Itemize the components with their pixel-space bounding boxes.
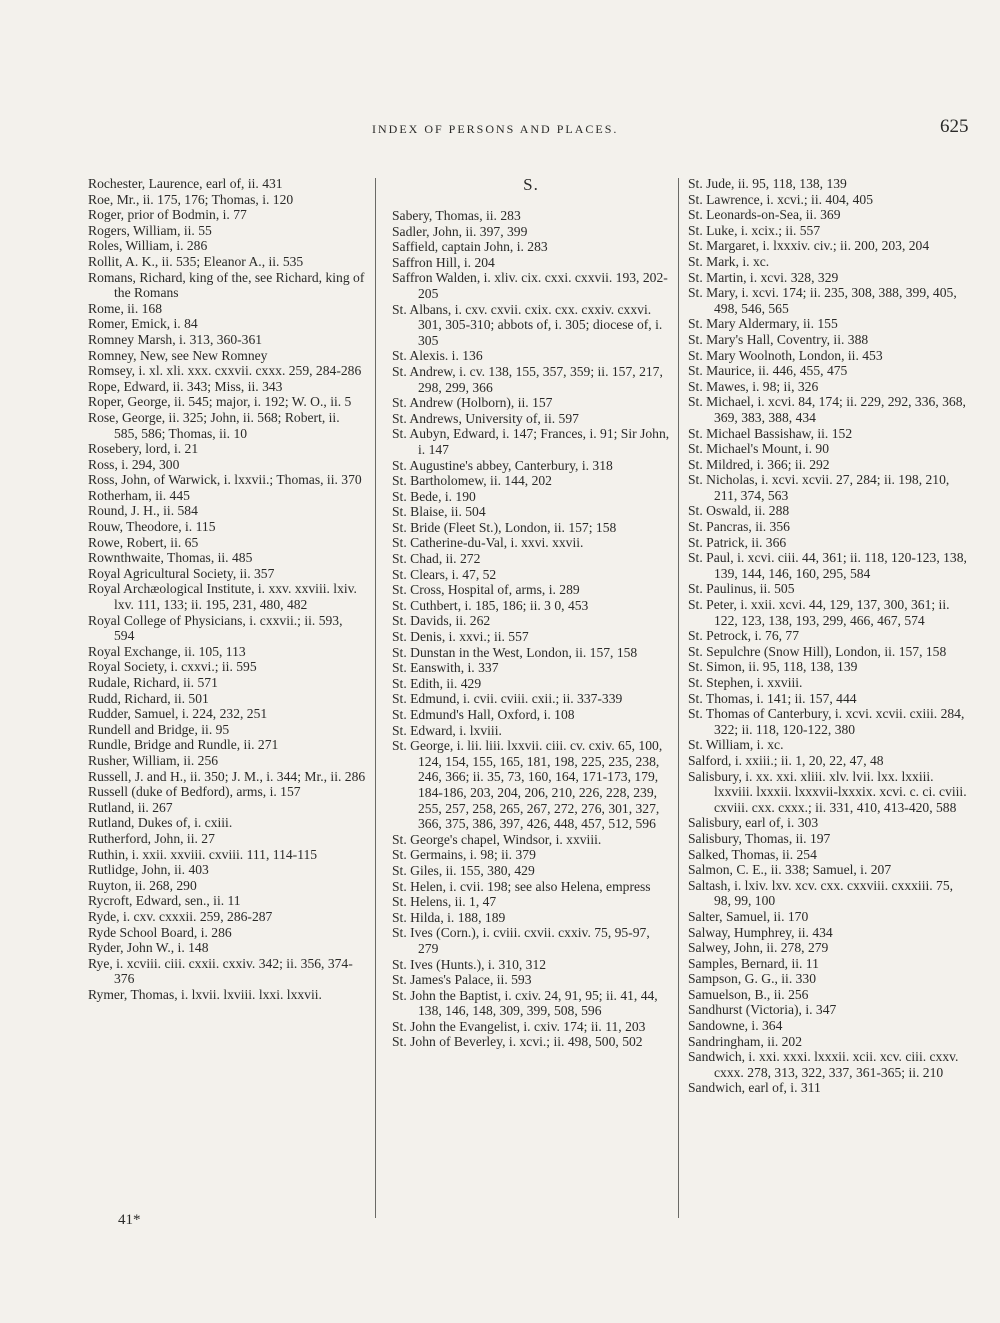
index-entry: St. Andrew, i. cv. 138, 155, 357, 359; ii. 157, 217, 298, 299, 366 [392, 363, 663, 395]
index-entry: Ryder, John W., i. 148 [88, 940, 209, 956]
index-entry: Rutland, ii. 267 [88, 799, 173, 815]
index-entry: St. Luke, i. xcix.; ii. 557 [688, 222, 821, 238]
index-column-3 [688, 176, 970, 1096]
index-entry: Salwey, John, ii. 278, 279 [688, 940, 829, 956]
index-entry: Rotherham, ii. 445 [88, 487, 190, 503]
index-entry: St. Edward, i. lxviii. [392, 722, 502, 738]
index-entry: Roger, prior of Bodmin, i. 77 [88, 207, 247, 223]
index-entry: St. Thomas, i. 141; ii. 157, 444 [688, 690, 857, 706]
signature-mark: 41* [118, 1212, 141, 1228]
index-entry: Rycroft, Edward, sen., ii. 11 [88, 893, 241, 909]
index-entry: Royal College of Physicians, i. cxxvii.; ii. 593, 594 [88, 612, 343, 644]
index-entry: Sandwich, earl of, i. 311 [688, 1080, 821, 1096]
index-entry: St. Petrock, i. 76, 77 [688, 628, 800, 644]
index-entry: St. George's chapel, Windsor, i. xxviii. [392, 831, 602, 847]
index-entry: St. Cross, Hospital of, arms, i. 289 [392, 582, 580, 598]
index-entry: St. Ives (Corn.), i. cviii. cxvii. cxxiv. 75, 95-97, 279 [392, 925, 650, 956]
index-entry: Rollit, A. K., ii. 535; Eleanor A., ii. 535 [88, 253, 304, 269]
index-entry: Samples, Bernard, ii. 11 [688, 955, 819, 971]
index-entry: St. Martin, i. xcvi. 328, 329 [688, 269, 839, 285]
index-entry: Salter, Samuel, ii. 170 [688, 908, 809, 924]
index-entry: Salmon, C. E., ii. 338; Samuel, i. 207 [688, 862, 892, 878]
index-entry: St. Catherine-du-Val, i. xxvi. xxvii. [392, 535, 584, 551]
index-column-1 [88, 176, 366, 1002]
page-header [0, 116, 1000, 144]
index-entry: St. Augustine's abbey, Canterbury, i. 318 [392, 457, 613, 473]
index-entry: Saffron Hill, i. 204 [392, 254, 495, 270]
index-entry: Rundell and Bridge, ii. 95 [88, 721, 230, 737]
index-entry: St. Edmund's Hall, Oxford, i. 108 [392, 707, 575, 722]
index-entry: Sampson, G. G., ii. 330 [688, 971, 817, 987]
index-entry: St. Eanswith, i. 337 [392, 660, 499, 676]
index-entry: Rosebery, lord, i. 21 [88, 441, 199, 457]
index-entry: St. Blaise, ii. 504 [392, 504, 486, 520]
index-entry: St. John the Evangelist, i. cxiv. 174; ii. 11, 203 [392, 1018, 646, 1034]
index-entry: St. Clears, i. 47, 52 [392, 566, 497, 582]
index-column-2 [392, 176, 670, 1050]
index-entry: Round, J. H., ii. 584 [88, 503, 198, 519]
index-entry: Salisbury, i. xx. xxi. xliii. xlv. lvii. lxx. lxxiii. lxxviii. lxxxii. lxxxvii-lxxxix. xcvi. c. ci. cviii. cxviii. cxx. cxxx.; ii. 331, 410, 413-420, 588 [688, 768, 967, 815]
index-entry: Rudd, Richard, ii. 501 [88, 690, 209, 706]
index-entry: Romans, Richard, king of the, see Richard, king of the Romans [88, 269, 365, 301]
index-entry: Royal Society, i. cxxvi.; ii. 595 [88, 659, 257, 675]
index-entry: Salisbury, earl of, i. 303 [688, 815, 819, 831]
index-entry: Ruyton, ii. 268, 290 [88, 877, 197, 893]
index-entry: St. Mildred, i. 366; ii. 292 [688, 456, 830, 472]
index-entry: St. Helens, ii. 1, 47 [392, 894, 497, 910]
index-entry: St. Jude, ii. 95, 118, 138, 139 [688, 176, 847, 191]
index-entry: Royal Exchange, ii. 105, 113 [88, 643, 246, 659]
index-entry: St. Mark, i. xc. [688, 253, 770, 269]
index-entry: St. Paul, i. xcvi. ciii. 44, 361; ii. 118, 120-123, 138, 139, 144, 146, 160, 295, 584 [688, 550, 967, 581]
index-entry: St. Michael Bassishaw, ii. 152 [688, 425, 853, 441]
index-entry: St. Aubyn, Edward, i. 147; Frances, i. 91; Sir John, i. 147 [392, 426, 670, 457]
index-entry: Rogers, William, ii. 55 [88, 222, 212, 238]
index-entry: Rownthwaite, Thomas, ii. 485 [88, 550, 253, 566]
index-entry: St. Germains, i. 98; ii. 379 [392, 847, 536, 863]
index-entry: Rutherford, John, ii. 27 [88, 830, 215, 846]
index-entry: Salked, Thomas, ii. 254 [688, 846, 817, 862]
index-entry: St. Chad, ii. 272 [392, 551, 481, 567]
index-entry: St. Andrew (Holborn), ii. 157 [392, 395, 553, 411]
index-entry: St. Oswald, ii. 288 [688, 503, 790, 519]
column-rule-left [375, 178, 376, 1218]
index-entry: St. Lawrence, i. xcvi.; ii. 404, 405 [688, 191, 873, 207]
index-entry: Salford, i. xxiii.; ii. 1, 20, 22, 47, 48 [688, 752, 884, 768]
index-entry: Sandhurst (Victoria), i. 347 [688, 1002, 837, 1018]
index-entry: St. Patrick, ii. 366 [688, 534, 787, 550]
index-entry: Russell (duke of Bedford), arms, i. 157 [88, 784, 301, 800]
index-entry: Sandwich, i. xxi. xxxi. lxxxii. xcii. xcv. ciii. cxxv. cxxx. 278, 313, 322, 337, 361-365; ii. 210 [688, 1049, 959, 1080]
index-entry: Royal Agricultural Society, ii. 357 [88, 565, 275, 581]
index-entry: St. Stephen, i. xxviii. [688, 675, 803, 690]
index-entry: Rye, i. xcviii. ciii. cxxii. cxxiv. 342; ii. 356, 374-376 [88, 955, 353, 987]
index-entry: St. Bede, i. 190 [392, 488, 476, 504]
index-entry: St. Davids, ii. 262 [392, 613, 491, 629]
index-entry: Rope, Edward, ii. 343; Miss, ii. 343 [88, 378, 283, 394]
index-entry: Saltash, i. lxiv. lxv. xcv. cxx. cxxviii. cxxxiii. 75, 98, 99, 100 [688, 877, 954, 909]
index-entry: St. Helen, i. cvii. 198; see also Helena, empress [392, 878, 651, 894]
index-entry: Salway, Humphrey, ii. 434 [688, 924, 833, 940]
index-entry: St. William, i. xc. [688, 737, 784, 753]
index-entry: Saffield, captain John, i. 283 [392, 239, 548, 255]
index-entry: Ruthin, i. xxii. xxviii. cxviii. 111, 114-115 [88, 846, 318, 862]
index-entry: St. Michael's Mount, i. 90 [688, 441, 830, 457]
index-entry: St. Denis, i. xxvi.; ii. 557 [392, 629, 529, 645]
index-entry: St. Andrews, University of, ii. 597 [392, 410, 579, 426]
index-entry: Ryde School Board, i. 286 [88, 924, 232, 940]
index-entry: Rudale, Richard, ii. 571 [88, 675, 218, 690]
index-entry: St. James's Palace, ii. 593 [392, 972, 532, 988]
index-entry: St. Ives (Hunts.), i. 310, 312 [392, 956, 547, 972]
index-entry: St. Mary, i. xcvi. 174; ii. 235, 308, 388, 399, 405, 498, 546, 565 [688, 285, 957, 316]
index-entry: St. Cuthbert, i. 185, 186; ii. 3 0, 453 [392, 597, 589, 613]
index-entry: Sabery, Thomas, ii. 283 [392, 208, 521, 223]
index-entry: St. Simon, ii. 95, 118, 138, 139 [688, 659, 858, 675]
index-entry: Romney, New, see New Romney [88, 347, 268, 363]
index-entry: St. John the Baptist, i. cxiv. 24, 91, 95; ii. 41, 44, 138, 146, 148, 309, 399, 508, 596 [392, 987, 658, 1019]
index-entry: St. Pancras, ii. 356 [688, 519, 790, 535]
index-entry: St. Bartholomew, ii. 144, 202 [392, 473, 552, 489]
index-entry: St. George, i. lii. liii. lxxvii. ciii. cv. cxiv. 65, 100, 124, 154, 155, 165, 181, 198, 225, 235, 238, 246, 366; ii. 35, 73, 160, 164, 171-173, 179, 184-186, 203, 204, 206, 210, 226, 228, 239, 255, 257, 258, 265, 267, 272, 276, 301, 327, 366, 375, 386, 397, 426, 448, 457, 512, 596 [392, 738, 663, 832]
index-entry: Romsey, i. xl. xli. xxx. cxxvii. cxxx. 259, 284-286 [88, 363, 362, 379]
section-letter: S. [523, 175, 539, 194]
index-entry: St. Nicholas, i. xcvi. xcvii. 27, 284; ii. 198, 210, 211, 374, 563 [688, 472, 950, 503]
index-entry: St. Thomas of Canterbury, i. xcvi. xcvii. cxiii. 284, 322; ii. 118, 120-122, 380 [688, 706, 965, 737]
index-entry: St. Albans, i. cxv. cxvii. cxix. cxx. cxxiv. cxxvi. 301, 305-310; abbots of, i. 305; diocese of, i. 305 [392, 301, 663, 348]
index-entry: St. Maurice, ii. 446, 455, 475 [688, 363, 848, 379]
index-entry: Ross, John, of Warwick, i. lxxvii.; Thomas, ii. 370 [88, 472, 362, 488]
index-entry: Ryde, i. cxv. cxxxii. 259, 286-287 [88, 908, 273, 924]
index-entry: St. Dunstan in the West, London, ii. 157, 158 [392, 644, 638, 660]
index-entry: Roles, William, i. 286 [88, 238, 208, 254]
index-entry: St. Leonards-on-Sea, ii. 369 [688, 207, 841, 223]
index-entry: Rusher, William, ii. 256 [88, 752, 219, 768]
page-number: 625 [940, 116, 969, 137]
index-entry: Ross, i. 294, 300 [88, 456, 180, 472]
index-entry: Romney Marsh, i. 313, 360-361 [88, 331, 263, 347]
index-entry: St. Paulinus, ii. 505 [688, 581, 795, 597]
index-entry: St. Alexis. i. 136 [392, 348, 483, 364]
index-entry: St. Mary's Hall, Coventry, ii. 388 [688, 331, 869, 347]
index-entry: Russell, J. and H., ii. 350; J. M., i. 344; Mr., ii. 286 [88, 768, 366, 784]
index-entry: Rutland, Dukes of, i. cxiii. [88, 815, 233, 831]
index-entry: Rome, ii. 168 [88, 300, 163, 316]
index-entry: Rundle, Bridge and Rundle, ii. 271 [88, 737, 279, 753]
index-entry: St. Mawes, i. 98; ii, 326 [688, 378, 819, 394]
index-entry: Salisbury, Thomas, ii. 197 [688, 830, 831, 846]
index-entry: St. Peter, i. xxii. xcvi. 44, 129, 137, 300, 361; ii. 122, 123, 138, 193, 299, 466, 467, 574 [688, 597, 950, 628]
index-entry: Sandringham, ii. 202 [688, 1033, 803, 1049]
index-entry: St. Michael, i. xcvi. 84, 174; ii. 229, 292, 336, 368, 369, 383, 388, 434 [688, 394, 966, 425]
index-entry: Rutlidge, John, ii. 403 [88, 862, 209, 878]
index-entry: St. John of Beverley, i. xcvi.; ii. 498, 500, 502 [392, 1034, 643, 1050]
index-entry: St. Giles, ii. 155, 380, 429 [392, 862, 535, 878]
index-entry: St. Sepulchre (Snow Hill), London, ii. 157, 158 [688, 643, 947, 659]
index-entry: Roper, George, ii. 545; major, i. 192; W. O., ii. 5 [88, 394, 352, 410]
index-entry: Rowe, Robert, ii. 65 [88, 534, 199, 550]
running-title: INDEX OF PERSONS AND PLACES. [372, 122, 619, 136]
index-entry: Rochester, Laurence, earl of, ii. 431 [88, 176, 283, 191]
index-entry: St. Margaret, i. lxxxiv. civ.; ii. 200, 203, 204 [688, 238, 930, 254]
index-entry: Saffron Walden, i. xliv. cix. cxxi. cxxvii. 193, 202-205 [392, 270, 668, 301]
index-entry: Samuelson, B., ii. 256 [688, 986, 809, 1002]
index-entry: Sandowne, i. 364 [688, 1018, 783, 1034]
index-entry: St. Hilda, i. 188, 189 [392, 909, 506, 925]
index-entry: St. Bride (Fleet St.), London, ii. 157; 158 [392, 519, 617, 535]
index-entry: Romer, Emick, i. 84 [88, 316, 198, 332]
index-entry: St. Edith, ii. 429 [392, 675, 482, 691]
index-entry: St. Edmund, i. cvii. cviii. cxii.; ii. 337-339 [392, 691, 623, 707]
index-entry: St. Mary Woolnoth, London, ii. 453 [688, 347, 883, 363]
column-rule-right [678, 178, 679, 1218]
index-entry: Roe, Mr., ii. 175, 176; Thomas, i. 120 [88, 191, 294, 207]
index-entry: Rymer, Thomas, i. lxvii. lxviii. lxxi. lxxvii. [88, 986, 322, 1002]
index-entry: St. Mary Aldermary, ii. 155 [688, 316, 838, 332]
index-entry: Royal Archæological Institute, i. xxv. xxviii. lxiv. lxv. 111, 133; ii. 195, 231, 480, 482 [88, 581, 357, 613]
index-entry: Sadler, John, ii. 397, 399 [392, 223, 528, 239]
index-entry: Rudder, Samuel, i. 224, 232, 251 [88, 706, 268, 722]
index-entry: Rouw, Theodore, i. 115 [88, 519, 216, 535]
index-entry: Rose, George, ii. 325; John, ii. 568; Robert, ii. 585, 586; Thomas, ii. 10 [88, 409, 340, 441]
